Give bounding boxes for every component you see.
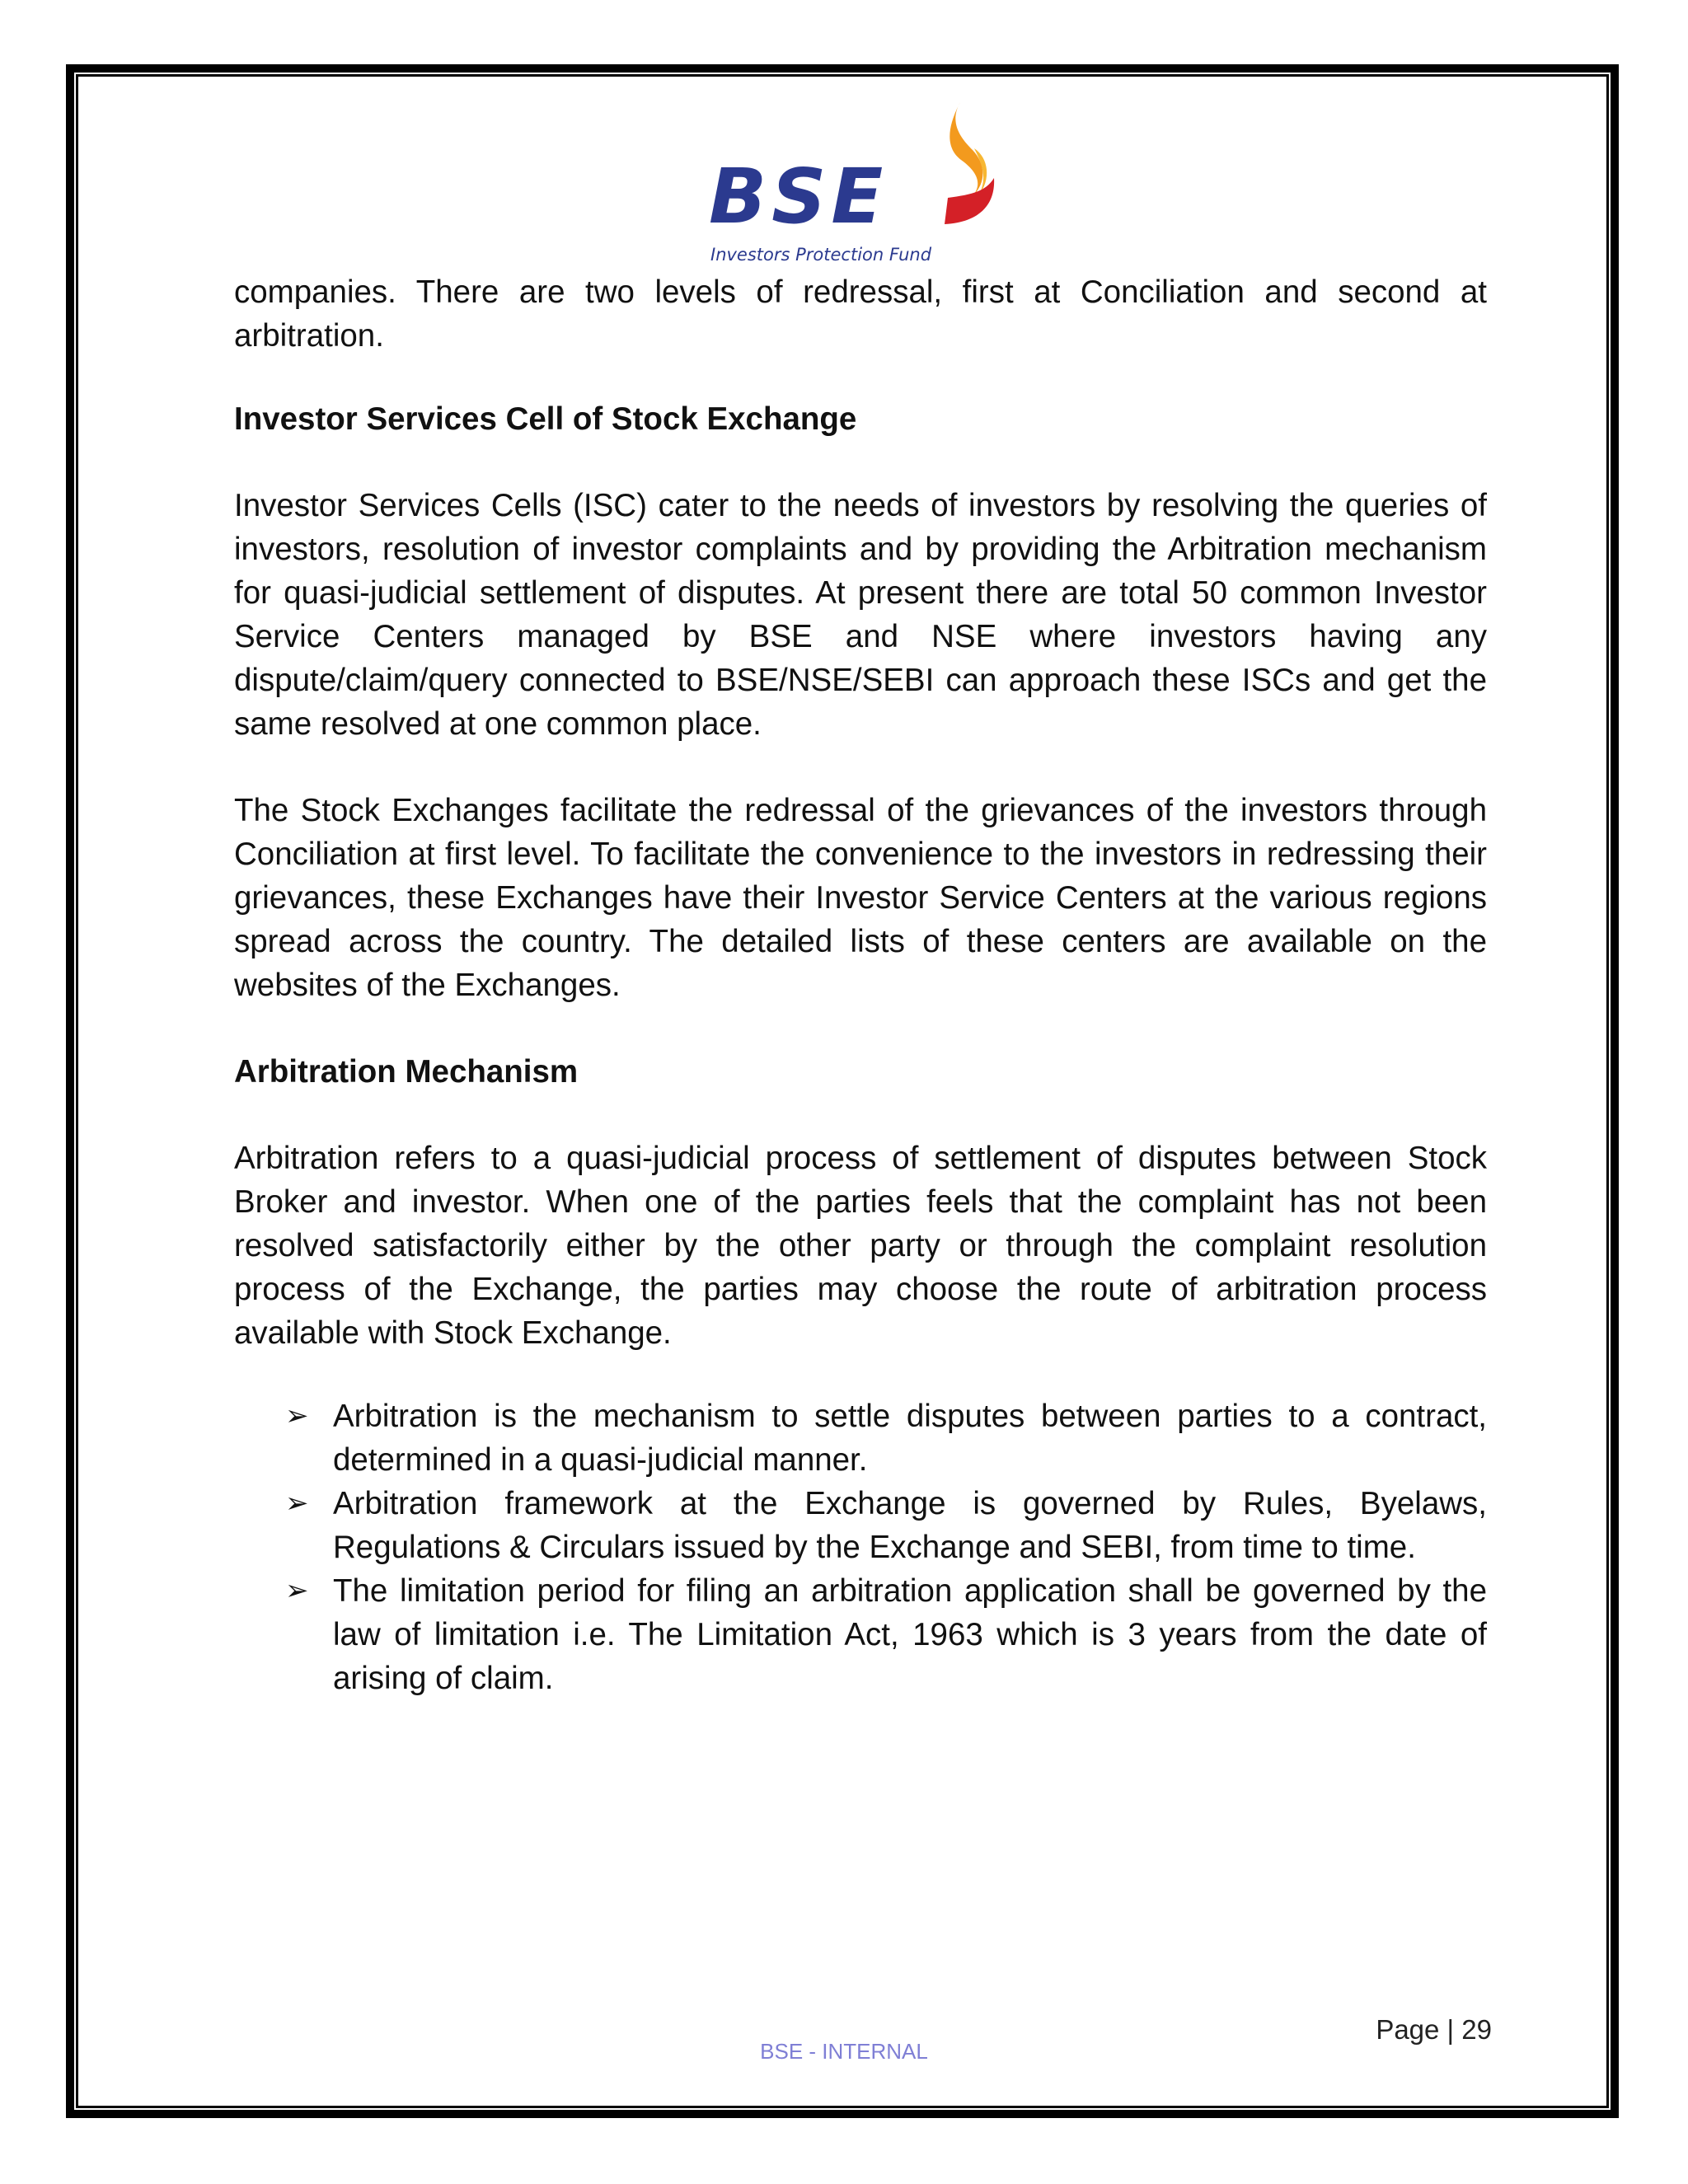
list-item-text: Arbitration is the mechanism to settle disputes between parties to a contract, determined in a quasi-judicial manner. [333, 1399, 1487, 1478]
intro-paragraph: companies. There are two levels of redressal, first at Conciliation and second at arbitration. [234, 274, 1487, 354]
document-body [234, 270, 1487, 1700]
arrow-bullet-icon: ➢ [285, 1487, 309, 1520]
logo-wordmark: BSE [709, 152, 889, 241]
arrow-bullet-icon: ➢ [285, 1574, 309, 1607]
classification-label: BSE - INTERNAL [760, 2039, 928, 2064]
list-item-text: Arbitration framework at the Exchange is governed by Rules, Byelaws, Regulations & Circulars issued by the Exchange and SEBI, from time to time. [333, 1486, 1487, 1565]
list-item [234, 1482, 1487, 1569]
bse-flame-logo-icon [701, 99, 1030, 272]
section-heading-arbitration-mechanism: Arbitration Mechanism [234, 1054, 579, 1090]
arbitration-paragraph: Arbitration refers to a quasi-judicial process of settlement of disputes between Stock Broker and investor. When one of the parties feels that the complaint has not been resolved satisfactorily either by the other party or through the complaint resolution process of the Exchange, the parties may choose the route of arbitration process available with Stock Exchange. [234, 1141, 1487, 1351]
arbitration-bullet-list [234, 1394, 1487, 1700]
section-heading-investor-services-cell: Investor Services Cell of Stock Exchange [234, 401, 857, 437]
list-item [234, 1569, 1487, 1700]
stock-exchanges-paragraph: The Stock Exchanges facilitate the redressal of the grievances of the investors through Conciliation at first level. To facilitate the convenience to the investors in redressing their grievances, these Exchanges have their Investor Service Centers at the various regions spread across the country. The detailed lists of these centers are available on the websites of the Exchanges. [234, 793, 1487, 1003]
page-number: Page | 29 [1376, 2014, 1492, 2045]
logo-tagline: Investors Protection Fund [710, 245, 932, 265]
arrow-bullet-icon: ➢ [285, 1399, 309, 1432]
list-item [234, 1394, 1487, 1482]
bse-logo [701, 99, 1030, 272]
list-item-text: The limitation period for filing an arbitration application shall be governed by the law of limitation i.e. The Limitation Act, 1963 which is 3 years from the date of arising of claim. [333, 1573, 1487, 1696]
isc-paragraph: Investor Services Cells (ISC) cater to the needs of investors by resolving the queries of investors, resolution of investor complaints and by providing the Arbitration mechanism for quasi-judicial settlement of disputes. At present there are total 50 common Investor Service Centers managed by BSE and NSE where investors having any dispute/claim/query connected to BSE/NSE/SEBI can approach these ISCs and get the same resolved at one common place. [234, 488, 1487, 742]
